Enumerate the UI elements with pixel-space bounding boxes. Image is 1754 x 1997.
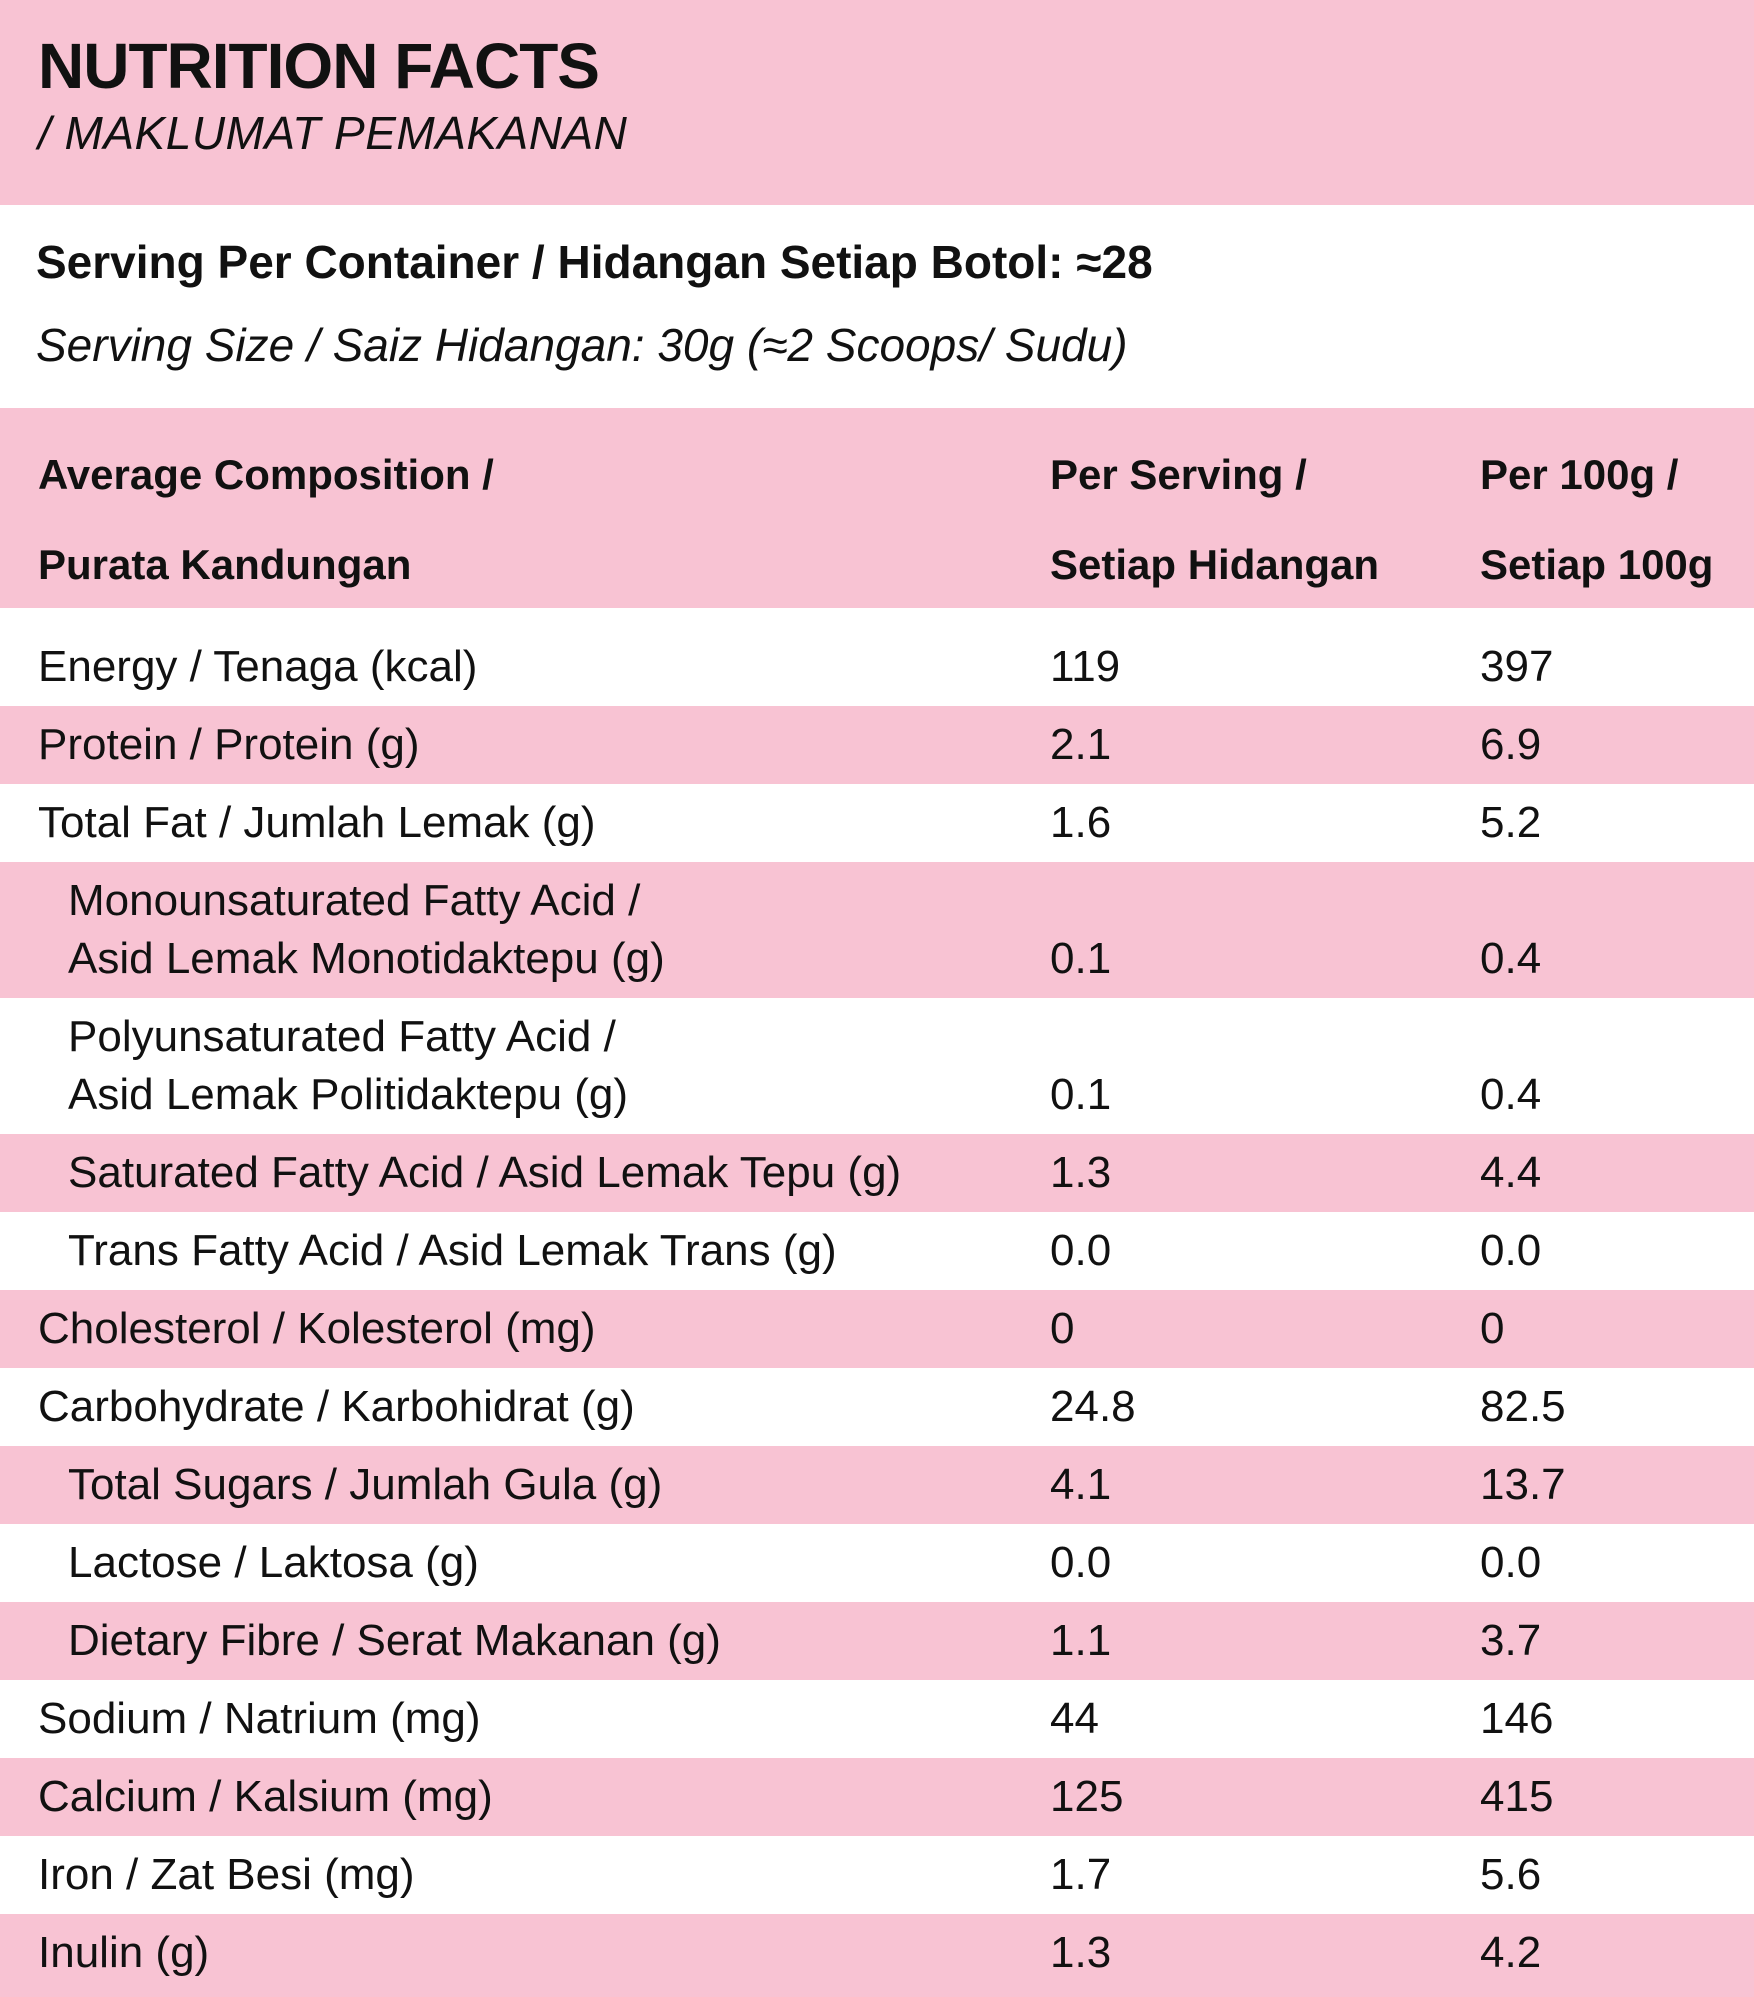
col-header-composition-line2: Purata Kandungan bbox=[38, 541, 412, 588]
row-label-line1: Monounsaturated Fatty Acid / bbox=[68, 876, 641, 925]
row-label-line1: Cholesterol / Kolesterol (mg) bbox=[38, 1304, 596, 1353]
col-header-composition-line1: Average Composition / bbox=[38, 451, 494, 498]
row-label bbox=[38, 872, 1050, 988]
row-value-per-serving: 119 bbox=[1050, 642, 1121, 691]
row-value-per-100g: 0.0 bbox=[1480, 1538, 1542, 1587]
row-label-line1: Polyunsaturated Fatty Acid / bbox=[68, 1012, 616, 1061]
table-row bbox=[0, 998, 1754, 1134]
row-label bbox=[38, 794, 1050, 852]
serving-per-container: Serving Per Container / Hidangan Setiap Botol: ≈28 bbox=[36, 236, 1153, 288]
row-label bbox=[38, 1612, 1050, 1670]
row-label-line1: Saturated Fatty Acid / Asid Lemak Tepu (g) bbox=[68, 1148, 902, 1197]
row-value-per-serving: 0 bbox=[1050, 1304, 1075, 1353]
table-row bbox=[0, 1524, 1754, 1602]
row-label bbox=[38, 1846, 1050, 1904]
row-value-per-serving: 24.8 bbox=[1050, 1382, 1136, 1431]
row-label bbox=[38, 1300, 1050, 1358]
row-label-line1: Trans Fatty Acid / Asid Lemak Trans (g) bbox=[68, 1226, 837, 1275]
row-value-per-serving: 1.7 bbox=[1050, 1850, 1112, 1899]
row-value-per-100g: 6.9 bbox=[1480, 720, 1542, 769]
row-label-line1: Energy / Tenaga (kcal) bbox=[38, 642, 478, 691]
row-value-per-100g: 146 bbox=[1480, 1694, 1554, 1743]
row-label bbox=[38, 1534, 1050, 1592]
row-label bbox=[38, 716, 1050, 774]
row-label-line1: Dietary Fibre / Serat Makanan (g) bbox=[68, 1616, 721, 1665]
table-row bbox=[0, 1134, 1754, 1212]
row-label-line2: Asid Lemak Politidaktepu (g) bbox=[68, 1070, 629, 1119]
row-value-per-100g: 415 bbox=[1480, 1772, 1554, 1821]
row-value-per-serving: 1.3 bbox=[1050, 1148, 1112, 1197]
table-header bbox=[0, 408, 1754, 608]
row-label bbox=[38, 1378, 1050, 1436]
table-row bbox=[0, 1212, 1754, 1290]
row-label-line1: Lactose / Laktosa (g) bbox=[68, 1538, 479, 1587]
row-value-per-100g: 4.2 bbox=[1480, 1928, 1542, 1977]
row-label bbox=[38, 1008, 1050, 1124]
table-row bbox=[0, 706, 1754, 784]
serving-size: Serving Size / Saiz Hidangan: 30g (≈2 Scoops/ Sudu) bbox=[36, 318, 1128, 371]
page-title: NUTRITION FACTS bbox=[38, 30, 599, 102]
table-row bbox=[0, 1758, 1754, 1836]
title-block bbox=[0, 0, 1754, 205]
row-label bbox=[38, 1768, 1050, 1826]
row-value-per-serving: 1.1 bbox=[1050, 1616, 1112, 1665]
table-row bbox=[0, 1290, 1754, 1368]
table-row bbox=[0, 1914, 1754, 1997]
table-row bbox=[0, 1602, 1754, 1680]
row-value-per-serving: 125 bbox=[1050, 1772, 1124, 1821]
row-label-line1: Carbohydrate / Karbohidrat (g) bbox=[38, 1382, 635, 1431]
row-label bbox=[38, 638, 1050, 696]
table-row bbox=[0, 1446, 1754, 1524]
row-value-per-serving: 1.6 bbox=[1050, 798, 1112, 847]
row-value-per-100g: 0.0 bbox=[1480, 1226, 1542, 1275]
row-label bbox=[38, 1144, 1050, 1202]
table-row bbox=[0, 1368, 1754, 1446]
page-subtitle: / MAKLUMAT PEMAKANAN bbox=[38, 107, 628, 159]
row-label-line1: Protein / Protein (g) bbox=[38, 720, 420, 769]
row-label-line1: Total Sugars / Jumlah Gula (g) bbox=[68, 1460, 663, 1509]
col-header-per-100g bbox=[1480, 408, 1734, 586]
row-label bbox=[38, 1456, 1050, 1514]
row-label bbox=[38, 1924, 1050, 1982]
col-header-per-100g-line2: Setiap 100g bbox=[1480, 541, 1714, 588]
row-label-line1: Total Fat / Jumlah Lemak (g) bbox=[38, 798, 596, 847]
table-row bbox=[0, 1836, 1754, 1914]
row-value-per-100g: 3.7 bbox=[1480, 1616, 1542, 1665]
row-value-per-serving: 0.1 bbox=[1050, 1070, 1112, 1119]
col-header-per-serving bbox=[1050, 408, 1480, 586]
row-label-line1: Calcium / Kalsium (mg) bbox=[38, 1772, 493, 1821]
row-label-line1: Inulin (g) bbox=[38, 1928, 210, 1977]
row-label bbox=[38, 1690, 1050, 1748]
row-value-per-100g: 4.4 bbox=[1480, 1148, 1542, 1197]
row-value-per-100g: 13.7 bbox=[1480, 1460, 1566, 1509]
row-value-per-100g: 397 bbox=[1480, 642, 1554, 691]
row-value-per-serving: 0.0 bbox=[1050, 1226, 1112, 1275]
row-label-line1: Iron / Zat Besi (mg) bbox=[38, 1850, 415, 1899]
row-value-per-100g: 82.5 bbox=[1480, 1382, 1566, 1431]
row-value-per-100g: 0 bbox=[1480, 1304, 1505, 1353]
row-label-line1: Sodium / Natrium (mg) bbox=[38, 1694, 481, 1743]
row-value-per-100g: 0.4 bbox=[1480, 1070, 1542, 1119]
table-row bbox=[0, 628, 1754, 706]
row-value-per-100g: 5.6 bbox=[1480, 1850, 1542, 1899]
row-value-per-serving: 0.0 bbox=[1050, 1538, 1112, 1587]
row-label bbox=[38, 1222, 1050, 1280]
col-header-per-100g-line1: Per 100g / bbox=[1480, 451, 1679, 498]
row-value-per-100g: 5.2 bbox=[1480, 798, 1542, 847]
table-row bbox=[0, 1680, 1754, 1758]
row-value-per-100g: 0.4 bbox=[1480, 934, 1542, 983]
row-value-per-serving: 1.3 bbox=[1050, 1928, 1112, 1977]
col-header-composition bbox=[38, 408, 1050, 586]
col-header-per-serving-line2: Setiap Hidangan bbox=[1050, 541, 1380, 588]
serving-info bbox=[0, 205, 1754, 408]
table-row bbox=[0, 862, 1754, 998]
col-header-per-serving-line1: Per Serving / bbox=[1050, 451, 1307, 498]
row-label-line2: Asid Lemak Monotidaktepu (g) bbox=[68, 934, 665, 983]
row-value-per-serving: 2.1 bbox=[1050, 720, 1112, 769]
row-value-per-serving: 4.1 bbox=[1050, 1460, 1112, 1509]
table-rows bbox=[0, 608, 1754, 1997]
table-row bbox=[0, 784, 1754, 862]
row-value-per-serving: 44 bbox=[1050, 1694, 1099, 1743]
row-value-per-serving: 0.1 bbox=[1050, 934, 1112, 983]
